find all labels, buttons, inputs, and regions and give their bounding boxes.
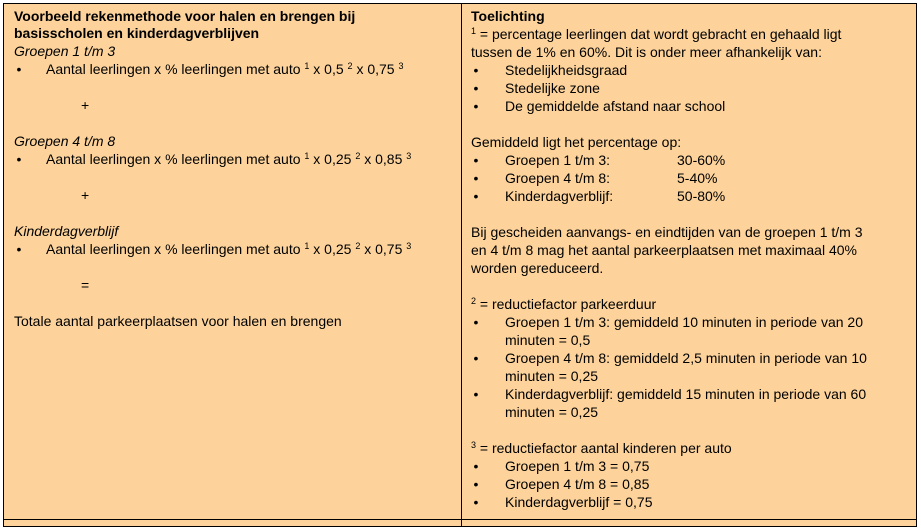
bullet: • (473, 314, 479, 330)
kids-text: Groepen 4 t/m 8 = 0,85 (505, 476, 650, 492)
method-heading-line2: basisscholen en kinderdagverblijven (14, 25, 260, 41)
method-column (4, 4, 462, 526)
kids-text: Kinderdagverblijf = 0,75 (505, 494, 653, 510)
note2-text: = reductiefactor parkeerduur (476, 296, 657, 312)
plus-operator: + (81, 97, 90, 113)
average-value: 50-80% (677, 188, 726, 204)
factor-item (471, 79, 908, 97)
note1-line2: tussen de 1% en 60%. Dit is onder meer afhankelijk van: (471, 44, 822, 60)
bullet: • (473, 476, 479, 492)
note3 (471, 439, 908, 457)
formula-text: Aantal leerlingen x % leerlingen met auto (46, 61, 301, 77)
bullet: • (473, 386, 479, 402)
factor: x 0,25 (309, 241, 356, 257)
table-bottom-divider (4, 519, 916, 520)
footnote-ref: 2 (347, 61, 353, 71)
average-value: 30-60% (677, 152, 726, 168)
average-label: Groepen 1 t/m 3: (505, 152, 611, 168)
bullet: • (16, 241, 22, 257)
method-heading-line1: Voorbeeld rekenmethode voor halen en brengen bij (14, 8, 356, 24)
total-text: Totale aantal parkeerplaatsen voor halen en brengen (14, 313, 342, 329)
plus-operator: + (81, 187, 90, 203)
calculation-table (3, 3, 917, 527)
factor: x 0,75 (352, 61, 399, 77)
average-value: 5-40% (677, 170, 718, 186)
footnote-ref: 3 (406, 151, 412, 161)
equals-operator: = (81, 277, 90, 293)
factor: x 0,85 (360, 151, 407, 167)
formula-text: Aantal leerlingen x % leerlingen met auto (46, 151, 301, 167)
footnote-ref: 1 (304, 241, 310, 251)
bullet: • (473, 152, 479, 168)
note1-line1 (471, 25, 908, 43)
footnote-marker: 2 (471, 296, 477, 306)
factor-item (471, 97, 908, 115)
duration-line2: minuten = 0,25 (505, 404, 599, 420)
kids-item (471, 457, 908, 475)
explanation-column (462, 4, 916, 526)
kids-item (471, 493, 908, 511)
factor-item (471, 61, 908, 79)
bullet: • (473, 98, 479, 114)
footnote-ref: 3 (398, 61, 404, 71)
average-intro: Gemiddeld ligt het percentage op: (471, 134, 682, 150)
kids-item (471, 475, 908, 493)
duration-line1: Kinderdagverblijf: gemiddeld 15 minuten in periode van 60 (505, 386, 867, 402)
note2 (471, 295, 908, 313)
explanation-heading: Toelichting (471, 8, 545, 24)
factor-text: De gemiddelde afstand naar school (505, 98, 726, 114)
duration-line2: minuten = 0,25 (505, 368, 599, 384)
footnote-marker: 1 (471, 26, 477, 36)
bullet: • (473, 80, 479, 96)
footnote-ref: 2 (355, 151, 361, 161)
bullet: • (473, 494, 479, 510)
duration-item (471, 349, 908, 385)
formula-item (14, 60, 461, 78)
reduction-paragraph-line3: worden gereduceerd. (471, 260, 604, 276)
factor: x 0,5 (309, 61, 348, 77)
factor: x 0,25 (309, 151, 356, 167)
formula-text: Aantal leerlingen x % leerlingen met auto (46, 241, 301, 257)
average-label: Kinderdagverblijf: (505, 188, 614, 204)
bullet: • (473, 350, 479, 366)
duration-line1: Groepen 4 t/m 8: gemiddeld 2,5 minuten in periode van 10 (505, 350, 867, 366)
bullet: • (473, 458, 479, 474)
average-label: Groepen 4 t/m 8: (505, 170, 611, 186)
duration-line2: minuten = 0,5 (505, 332, 591, 348)
average-item (471, 151, 908, 169)
duration-item (471, 385, 908, 421)
note3-text: = reductiefactor aantal kinderen per auto (476, 440, 732, 456)
factor-text: Stedelijkheidsgraad (505, 62, 628, 78)
reduction-paragraph-line1: Bij gescheiden aanvangs- en eindtijden van de groepen 1 t/m 3 (471, 224, 863, 240)
footnote-ref: 2 (355, 241, 361, 251)
reduction-paragraph-line2: en 4 t/m 8 mag het aantal parkeerplaatsen met maximaal 40% (471, 242, 857, 258)
group-title: Kinderdagverblijf (14, 223, 119, 239)
kids-text: Groepen 1 t/m 3 = 0,75 (505, 458, 650, 474)
group-title: Groepen 1 t/m 3 (14, 43, 116, 59)
factor: x 0,75 (360, 241, 407, 257)
bullet: • (16, 151, 22, 167)
footnote-ref: 1 (304, 61, 310, 71)
average-item (471, 187, 908, 205)
bullet: • (473, 188, 479, 204)
average-item (471, 169, 908, 187)
factor-text: Stedelijke zone (505, 80, 600, 96)
bullet: • (16, 61, 22, 77)
bullet: • (473, 62, 479, 78)
bullet: • (473, 170, 479, 186)
formula-item (14, 150, 461, 168)
duration-line1: Groepen 1 t/m 3: gemiddeld 10 minuten in periode van 20 (505, 314, 864, 330)
formula-item (14, 240, 461, 258)
footnote-marker: 3 (471, 440, 477, 450)
group-title: Groepen 4 t/m 8 (14, 133, 116, 149)
footnote-ref: 1 (304, 151, 310, 161)
note1-text: = percentage leerlingen dat wordt gebracht en gehaald ligt (476, 26, 842, 42)
duration-item (471, 313, 908, 349)
footnote-ref: 3 (406, 241, 412, 251)
